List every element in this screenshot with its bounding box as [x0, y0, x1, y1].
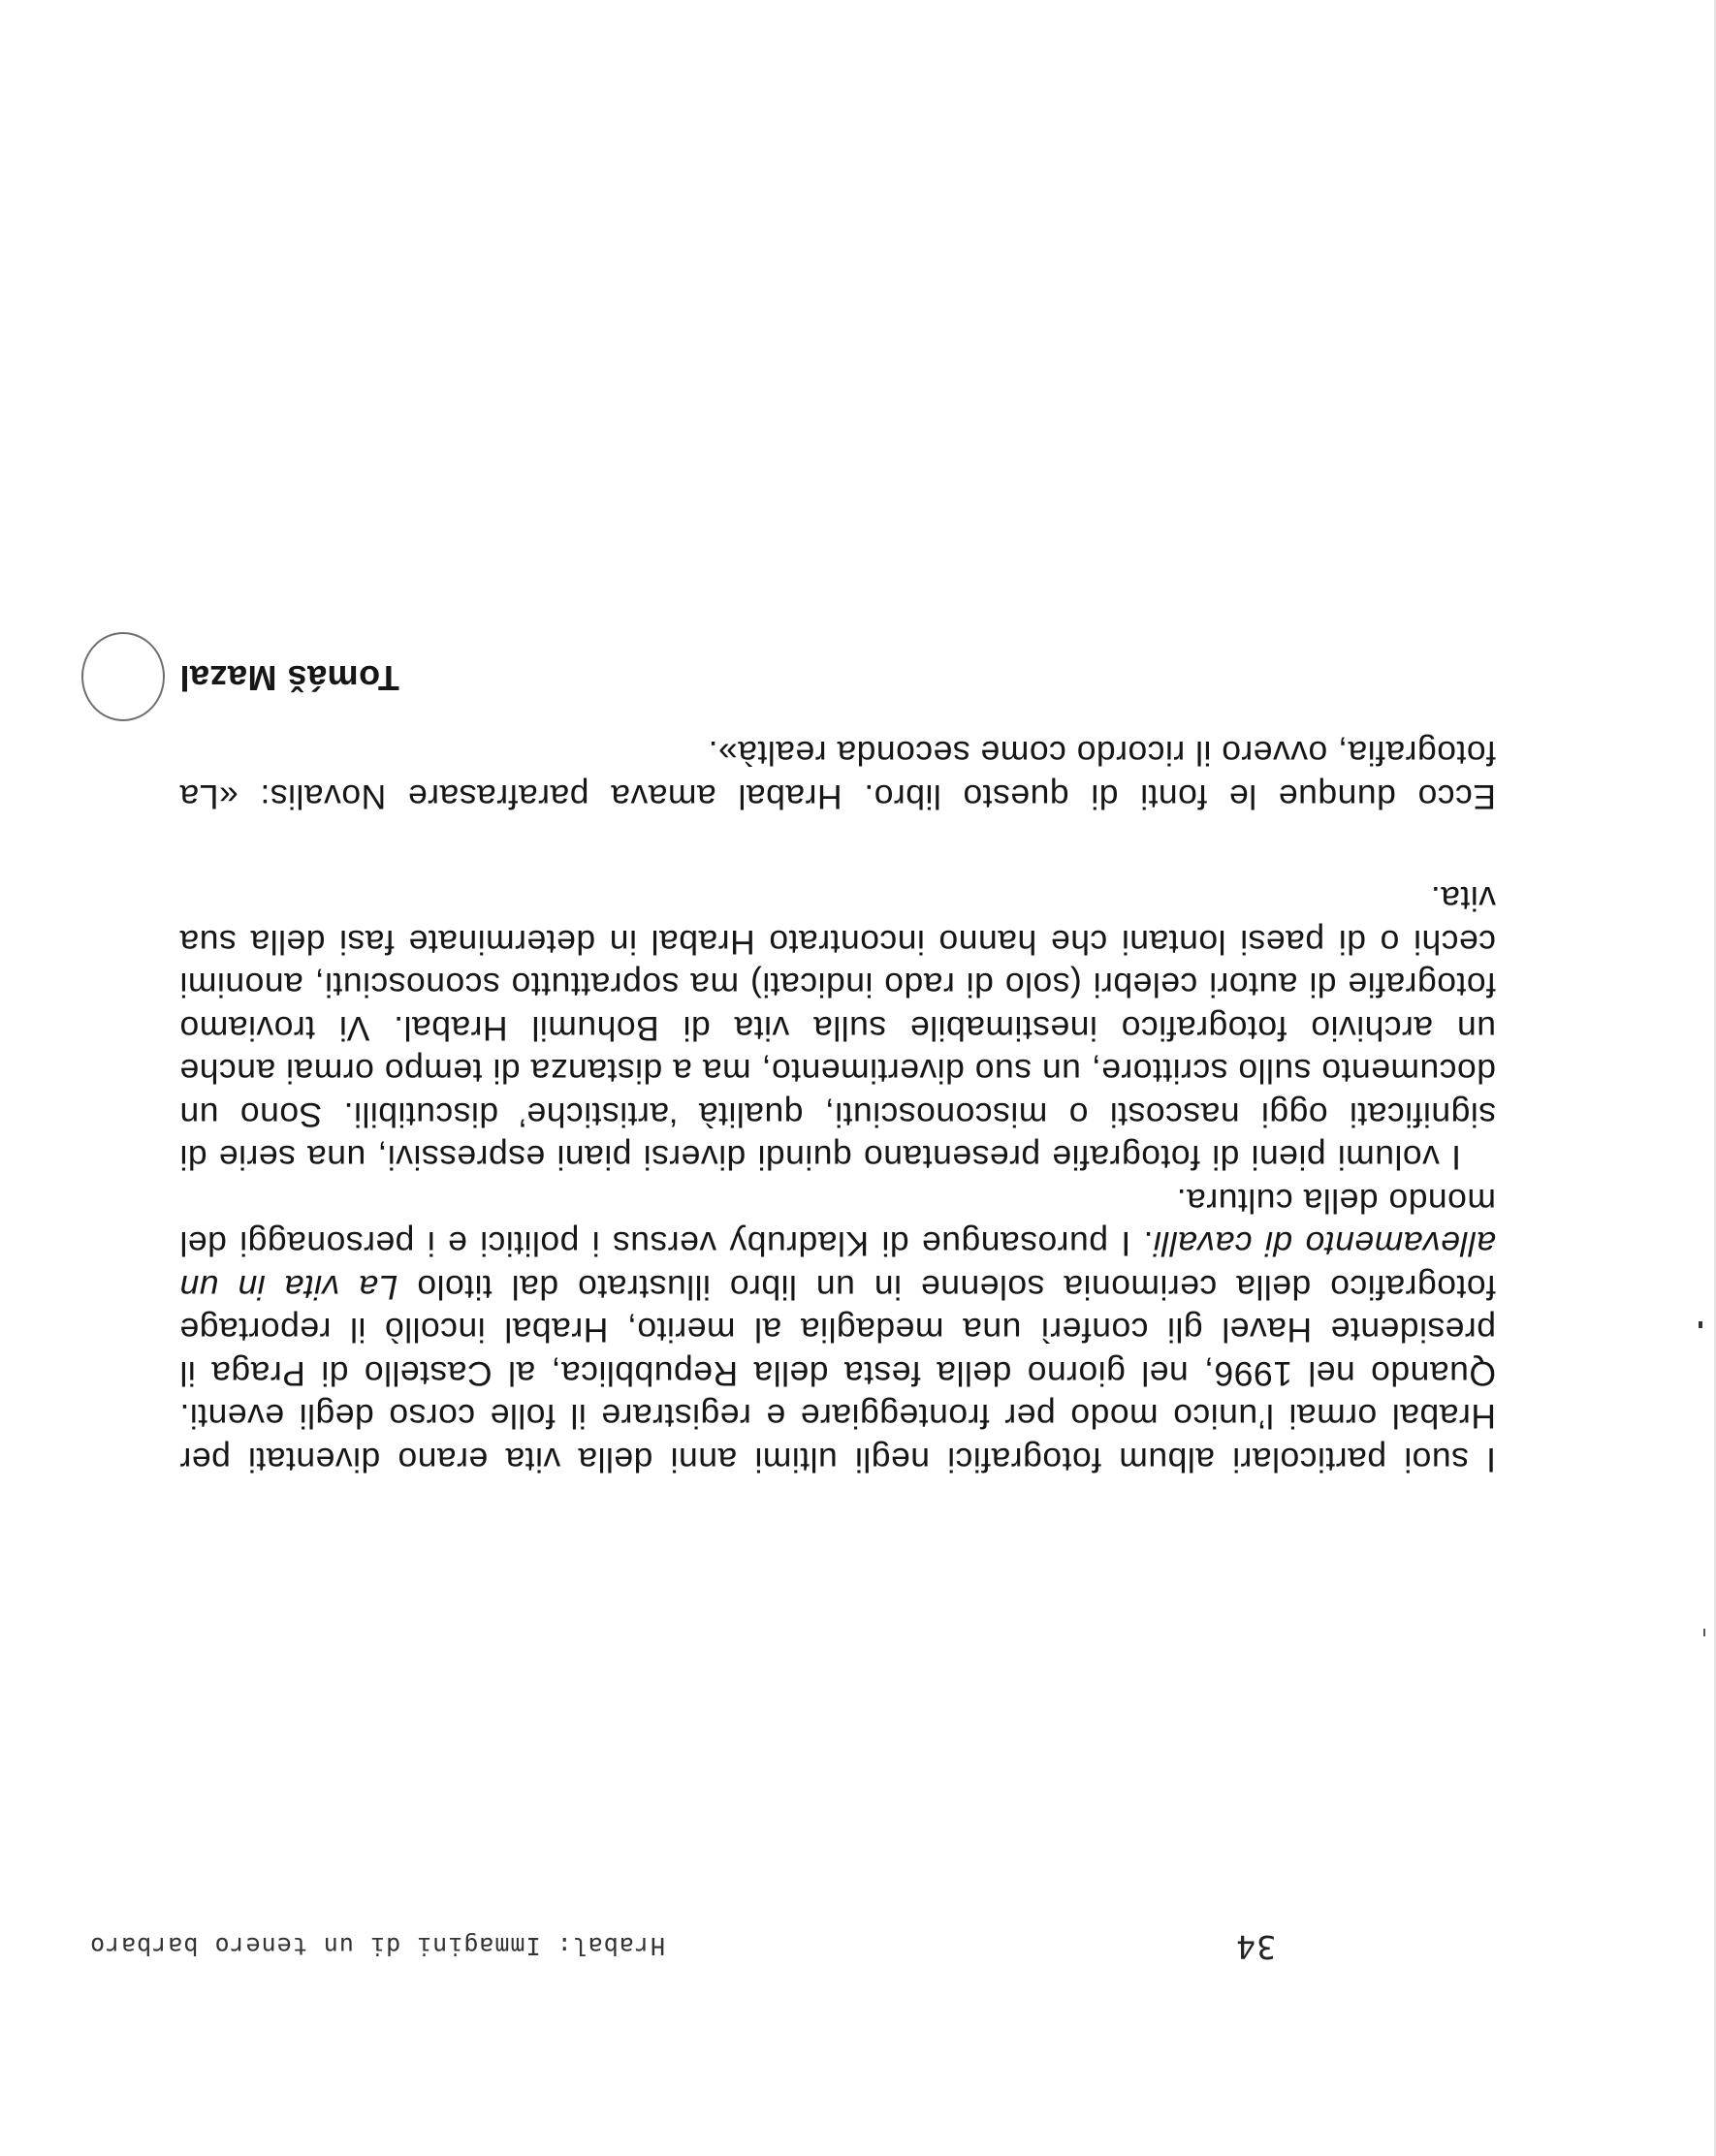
- page-number: 34: [1235, 1928, 1276, 1966]
- book-title: La vita in un allevamento di cavalli: [179, 1224, 1496, 1307]
- pen-circle-mark: [81, 632, 165, 721]
- paragraph-3: Ecco dunque le fonti di questo libro. Hrabal amava parafrasare Novalis: «La fotografia, ovvero il ricordo come seconda realtà».: [179, 734, 1496, 816]
- body-text: [179, 877, 1496, 1481]
- author-signature: Tomáš Mazal: [179, 658, 399, 698]
- paragraph-2: I volumi pieni di fotografie presentano quindi diversi piani espressivi, una serie di significati oggi nascosti o misconosciuti, qualità ‘artistiche’ discutibili. Sono un documento sullo scrittore, un suo divertimento, ma a distanza di tempo ormai anche un archivio fotografico inestimabile sulla vita di Bohumil Hrabal. Vi troviamo fotografie di autori celebri (solo di rado indicati) ma soprattutto sconosciuti, anonimi cechi o di paesi lontani che hanno incontrato Hrabal in determinate fasi della sua vita.: [179, 879, 1496, 1178]
- scan-speck: [1699, 1321, 1702, 1328]
- paragraph-1-text-a: I suoi particolari album fotografici negli ultimi anni della vita erano diventati per Hrabal ormai l’unico modo per fronteggiare e registrare il folle corso degli eventi. Quando nel 1996, nel giorno della festa della Repubblica, al Castello di Praga il presidente Havel gli conferì una medaglia al merito, Hrabal incollò il reportage fotografico della cerimonia solenne in un libro illustrato dal titolo: [179, 1268, 1496, 1479]
- closing-block: [179, 732, 1496, 818]
- scan-speck-2: [1703, 1629, 1705, 1636]
- paragraph-1-text-b: . I purosangue di Kladruby versus i politici e i personaggi del mondo della cultura.: [179, 1182, 1496, 1264]
- paragraph-1: [179, 1180, 1496, 1482]
- running-title: Hrabal: Immagini di un tenero barbaro: [89, 1932, 665, 1960]
